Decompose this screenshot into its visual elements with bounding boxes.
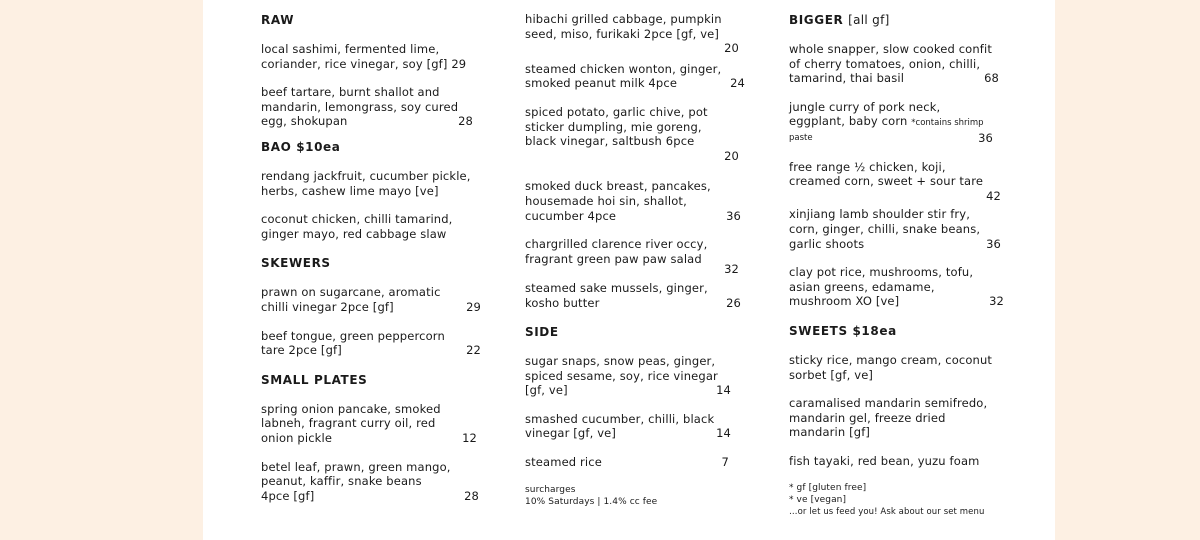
item-text: steamed chicken wonton, ginger, [525, 61, 722, 76]
item-text: egg, shokupan [261, 114, 348, 129]
item-text: cucumber 4pce [525, 208, 617, 223]
item-price: 28 [458, 114, 473, 129]
menu-item [261, 329, 491, 358]
menu-item [261, 460, 491, 504]
menu-column-3 [789, 12, 1029, 518]
item-price: 24 [730, 76, 745, 91]
item-text: spiced potato, garlic chive, pot [525, 104, 708, 119]
item-text: jungle curry of pork neck, [789, 99, 941, 114]
section-heading-raw: RAW [261, 13, 295, 27]
item-text: [gf, ve] [525, 383, 568, 398]
item-text: garlic shoots [789, 236, 865, 251]
menu-item [525, 179, 740, 223]
menu-item [789, 100, 1029, 146]
menu-column-1 [261, 12, 491, 517]
item-text: corn, ginger, chilli, snake beans, [789, 221, 981, 236]
item-text: tamarind, thai basil [789, 71, 905, 86]
item-price: 26 [726, 295, 741, 310]
heading-note: [all gf] [848, 13, 890, 27]
item-price: 28 [464, 488, 479, 503]
section-heading-skewers: SKEWERS [261, 256, 331, 271]
item-text: coconut chicken, chilli tamarind, [261, 212, 453, 227]
menu-item [525, 354, 740, 398]
menu-item [525, 105, 740, 163]
legend-ve: * ve [vegan] [789, 495, 847, 506]
item-text: chargrilled clarence river occy, [525, 237, 708, 252]
item-text: spiced sesame, soy, rice vinegar [525, 368, 718, 383]
item-text: spring onion pancake, smoked [261, 401, 441, 416]
item-text: mandarin [gf] [789, 425, 871, 440]
item-text: sorbet [gf, ve] [789, 367, 874, 382]
item-text: whole snapper, slow cooked confit [789, 42, 993, 56]
menu-item [789, 396, 1029, 440]
surcharges-label: surcharges [525, 484, 576, 495]
item-text: sticky rice, mango cream, coconut [789, 352, 993, 367]
set-menu-note: …or let us feed you! Ask about our set menu [789, 507, 985, 518]
menu-item [525, 61, 745, 91]
item-text: caramalised mandarin semifredo, [789, 396, 988, 411]
item-text: smoked peanut milk 4pce [525, 76, 678, 91]
menu-item [261, 285, 491, 314]
item-text: steamed sake mussels, ginger, [525, 280, 708, 295]
menu-column-2 [525, 12, 745, 508]
menu-item [789, 353, 1029, 382]
menu-item [261, 169, 491, 198]
item-price: 68 [984, 71, 999, 86]
dietary-legend [789, 482, 1029, 518]
item-text: xinjiang lamb shoulder stir fry, [789, 207, 971, 222]
item-text: rendang jackfruit, cucumber pickle, [261, 168, 471, 183]
item-text: onion pickle [261, 430, 333, 445]
item-text: 4pce [gf] [261, 488, 315, 503]
menu-item [261, 212, 491, 241]
item-text: beef tongue, green peppercorn [261, 328, 445, 343]
section-heading-bao: BAO $10ea [261, 139, 341, 154]
item-text: vinegar [gf, ve] [525, 426, 617, 441]
section-heading-sweets: SWEETS $18ea [789, 323, 897, 338]
menu-item [525, 281, 740, 310]
item-price: 32 [724, 262, 739, 277]
item-price: 20 [724, 41, 739, 56]
menu-item [525, 455, 740, 470]
item-price: 12 [462, 430, 477, 445]
menu-item [261, 85, 486, 129]
item-allergen-note: paste [789, 132, 813, 143]
item-price: 36 [986, 236, 1001, 251]
item-text: prawn on sugarcane, aromatic [261, 285, 441, 300]
item-price: 14 [716, 383, 731, 398]
item-price: 22 [466, 343, 481, 358]
item-price: 29 [466, 299, 481, 314]
item-price: 42 [986, 188, 1001, 203]
menu-item [789, 42, 1029, 86]
item-text: kosho butter [525, 295, 600, 310]
item-text: herbs, cashew lime mayo [ve] [261, 183, 439, 198]
surcharges-note [525, 484, 740, 508]
item-text: black vinegar, saltbush 6pce [525, 134, 695, 149]
item-price: 7 [721, 455, 729, 470]
item-text: free range ½ chicken, koji, [789, 159, 946, 174]
section-heading-small-plates: SMALL PLATES [261, 372, 368, 387]
section-heading-bigger [789, 12, 1029, 28]
item-text: smoked duck breast, pancakes, [525, 179, 711, 194]
section-heading-side: SIDE [525, 325, 559, 340]
menu-item [525, 237, 740, 277]
item-text: mandarin, lemongrass, soy cured [261, 99, 459, 114]
item-text: betel leaf, prawn, green mango, [261, 459, 451, 474]
surcharges-text: 10% Saturdays | 1.4% cc fee [525, 496, 658, 507]
item-text: smashed cucumber, chilli, black [525, 411, 715, 426]
item-text: local sashimi, fermented lime, [261, 42, 440, 56]
item-text: of cherry tomatoes, onion, chilli, [789, 56, 981, 71]
item-text: seed, miso, furikaki 2pce [gf, ve] [525, 26, 720, 41]
menu-item [525, 412, 740, 441]
item-price: 20 [724, 148, 739, 163]
item-text: asian greens, edamame, [789, 279, 935, 294]
item-text: tare 2pce [gf] [261, 343, 342, 358]
item-text: hibachi grilled cabbage, pumpkin [525, 12, 722, 26]
item-text: sticker dumpling, mie goreng, [525, 119, 702, 134]
item-text: clay pot rice, mushrooms, tofu, [789, 265, 974, 280]
item-text: housemade hoi sin, shallot, [525, 193, 687, 208]
menu-item [789, 160, 1029, 204]
item-text: fish tayaki, red bean, yuzu foam [789, 453, 980, 468]
item-text: mandarin gel, freeze dried [789, 410, 946, 425]
item-text: beef tartare, burnt shallot and [261, 85, 440, 100]
item-text: sugar snaps, snow peas, ginger, [525, 354, 716, 369]
menu-item [261, 402, 491, 446]
item-text: mushroom XO [ve] [789, 294, 900, 309]
item-price: 29 [451, 56, 467, 71]
item-price: 36 [978, 130, 993, 145]
item-text: labneh, fragrant curry oil, red [261, 416, 436, 431]
item-text: ginger mayo, red cabbage slaw [261, 226, 447, 241]
item-text: eggplant, baby corn [789, 114, 908, 129]
menu-page [203, 0, 1055, 540]
menu-item [789, 454, 1029, 469]
item-price: 14 [716, 426, 731, 441]
item-text: peanut, kaffir, snake beans [261, 474, 422, 489]
item-price: 32 [989, 294, 1004, 309]
item-allergen-note: *contains shrimp [911, 118, 984, 129]
menu-item [789, 265, 1029, 309]
menu-item [525, 12, 740, 56]
item-text: chilli vinegar 2pce [gf] [261, 299, 394, 314]
item-text: coriander, rice vinegar, soy [gf] [261, 56, 448, 71]
heading-text: BIGGER [789, 13, 844, 27]
item-text: fragrant green paw paw salad [525, 251, 702, 266]
legend-gf: * gf [gluten free] [789, 483, 867, 494]
item-text: creamed corn, sweet + sour tare [789, 174, 984, 189]
menu-item [261, 42, 486, 71]
item-text: steamed rice [525, 455, 602, 470]
item-price: 36 [726, 208, 741, 223]
menu-item [789, 207, 1029, 251]
